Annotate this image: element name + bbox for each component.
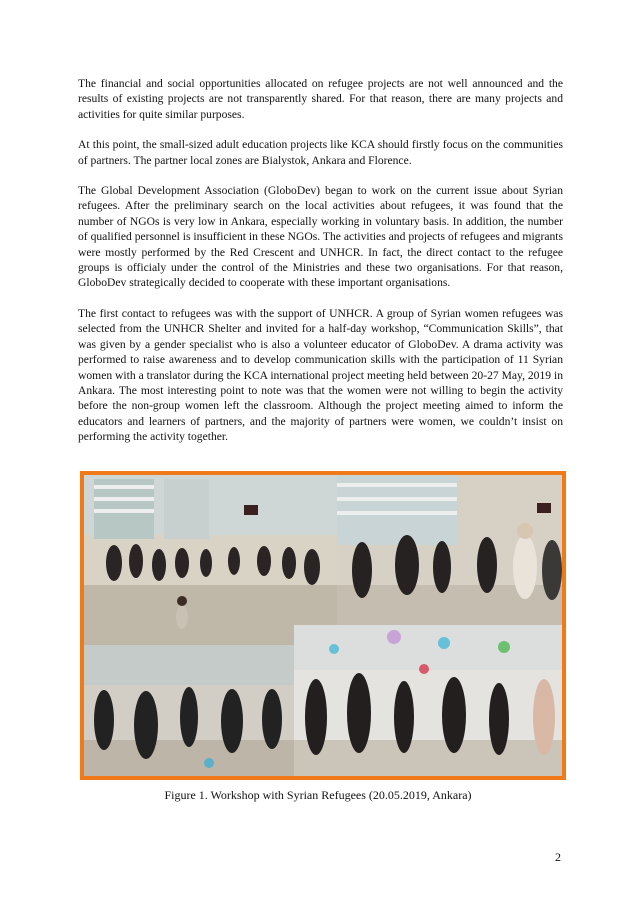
- paragraph-2: At this point, the small-sized adult education projects like KCA should firstly focus on the communities of partners. The partner local zones are Bialystok, Ankara and Florence.: [78, 138, 563, 167]
- figure-caption: Figure 1. Workshop with Syrian Refugees (20.05.2019, Ankara): [164, 788, 472, 802]
- body-text: [78, 76, 563, 460]
- page-number: 2: [555, 850, 561, 864]
- paragraph-4: The first contact to refugees was with the support of UNHCR. A group of Syrian women refugees was selected from the UNHCR Shelter and invited for a half-day workshop, “Communication Skills”, that was given by a gender specialist who is also a volunteer educator of GloboDev. A drama activity was performed to raise awareness and to develop communication skills with the participation of 11 Syrian women with a translator during the KCA international project meeting held between 20-27 May, 2019 in Ankara. The most interesting point to note was that the women were not willing to begin the activity before the non-group women left the classroom. Although the project meeting aimed to inform the educators and learners of partners, and the majority of partners were women, we couldn’t insist on performing the activity together.: [78, 306, 563, 444]
- photo-classroom-circle: [84, 475, 337, 645]
- workshop-photo-collage: [80, 471, 566, 780]
- photo-group-exercise: [84, 645, 294, 776]
- photo-balloon-activity: [294, 625, 566, 776]
- paragraph-3: The Global Development Association (GloboDev) began to work on the current issue about Syrian refugees. After the preliminary search on the local activities about refugees, it was found that the number of NGOs is very low in Ankara, especially working in voluntary basis. In addition, the number of qualified personnel is insufficient in these NGOs. The activities and projects of refugees and migrants were mostly performed by the Red Crescent and UNHCR. In fact, the direct contact to the refugee groups is officialy under the control of the Ministries and these two organisations. For that reason, GloboDev strategically decided to cooperate with these important organisations.: [78, 184, 563, 290]
- paragraph-1: The financial and social opportunities allocated on refugee projects are not well announced and the results of existing projects are not transparently shared. For that reason, there are many projects and activities for quite similar purposes.: [78, 77, 563, 121]
- photo-drama-activity: [337, 475, 566, 625]
